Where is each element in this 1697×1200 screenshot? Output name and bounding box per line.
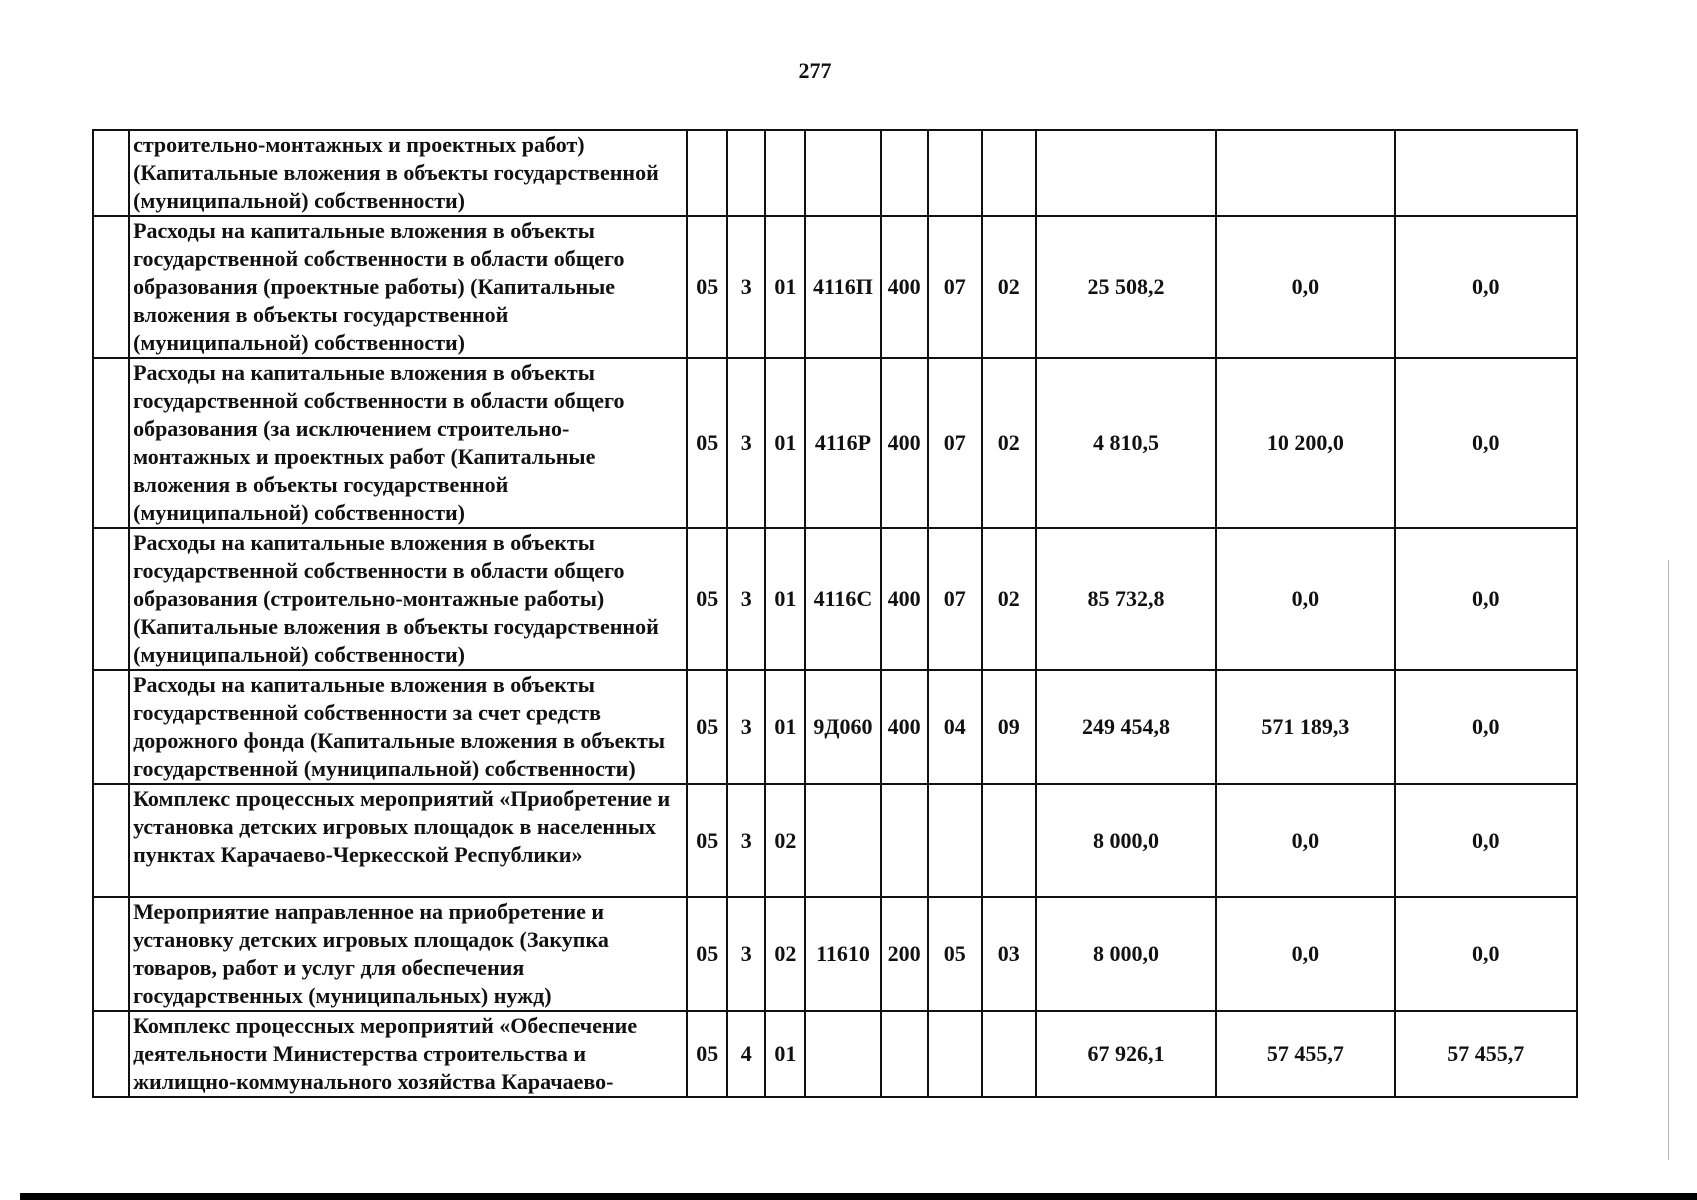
expense-type-code-cell — [881, 130, 928, 216]
section-code-cell: 07 — [928, 358, 982, 528]
page-number: 277 — [798, 58, 832, 83]
subprogram-code-cell: 3 — [727, 358, 765, 528]
amount-year-3-cell: 0,0 — [1395, 784, 1577, 897]
table-row — [93, 784, 1577, 897]
amount-year-3-cell: 0,0 — [1395, 670, 1577, 784]
subprogram-code-cell: 3 — [727, 897, 765, 1011]
expense-type-code-cell: 400 — [881, 358, 928, 528]
program-code-cell: 05 — [687, 1011, 727, 1097]
amount-year-3-cell: 0,0 — [1395, 897, 1577, 1011]
row-number-cell — [93, 897, 129, 1011]
event-code-cell: 02 — [765, 897, 805, 1011]
row-number-cell — [93, 1011, 129, 1097]
amount-year-2-cell: 0,0 — [1216, 784, 1394, 897]
expense-type-code-cell — [881, 1011, 928, 1097]
amount-year-1-cell: 8 000,0 — [1036, 784, 1216, 897]
section-code-cell: 05 — [928, 897, 982, 1011]
program-code-cell — [687, 130, 727, 216]
table-row — [93, 130, 1577, 216]
section-code-cell — [928, 130, 982, 216]
direction-code-cell — [805, 784, 880, 897]
row-number-cell — [93, 670, 129, 784]
subsection-code-cell: 09 — [982, 670, 1036, 784]
section-code-cell: 07 — [928, 216, 982, 358]
expense-type-code-cell: 400 — [881, 528, 928, 670]
expense-type-code-cell: 400 — [881, 670, 928, 784]
subprogram-code-cell: 3 — [727, 528, 765, 670]
event-code-cell: 01 — [765, 216, 805, 358]
expense-type-code-cell — [881, 784, 928, 897]
event-code-cell: 02 — [765, 784, 805, 897]
amount-year-1-cell: 85 732,8 — [1036, 528, 1216, 670]
direction-code-cell: 4116С — [805, 528, 880, 670]
expense-name-cell: Расходы на капитальные вложения в объекты государственной собственности в области общего образования (строительно-монтажные работы) (Капитальные вложения в объекты государственной (муниципальной) собственности) — [129, 528, 687, 670]
scan-bottom-edge — [20, 1193, 1697, 1200]
amount-year-2-cell: 571 189,3 — [1216, 670, 1394, 784]
subprogram-code-cell: 4 — [727, 1011, 765, 1097]
row-number-cell — [93, 358, 129, 528]
direction-code-cell — [805, 1011, 880, 1097]
amount-year-1-cell — [1036, 130, 1216, 216]
subsection-code-cell: 02 — [982, 358, 1036, 528]
program-code-cell: 05 — [687, 670, 727, 784]
table-row — [93, 897, 1577, 1011]
row-number-cell — [93, 528, 129, 670]
amount-year-3-cell: 0,0 — [1395, 528, 1577, 670]
table-row — [93, 358, 1577, 528]
amount-year-1-cell: 249 454,8 — [1036, 670, 1216, 784]
expense-type-code-cell: 200 — [881, 897, 928, 1011]
subprogram-code-cell: 3 — [727, 670, 765, 784]
amount-year-2-cell: 0,0 — [1216, 528, 1394, 670]
amount-year-2-cell: 10 200,0 — [1216, 358, 1394, 528]
amount-year-1-cell: 8 000,0 — [1036, 897, 1216, 1011]
expense-name-cell: Расходы на капитальные вложения в объекты государственной собственности в области общего образования (за исключением строительно-монтажных и проектных работ (Капитальные вложения в объекты государственной (муниципальной) собственности) — [129, 358, 687, 528]
amount-year-1-cell: 67 926,1 — [1036, 1011, 1216, 1097]
scan-margin-line — [1668, 560, 1669, 1160]
event-code-cell: 01 — [765, 528, 805, 670]
event-code-cell: 01 — [765, 670, 805, 784]
subsection-code-cell — [982, 1011, 1036, 1097]
row-number-cell — [93, 216, 129, 358]
program-code-cell: 05 — [687, 216, 727, 358]
table-row — [93, 528, 1577, 670]
amount-year-2-cell: 57 455,7 — [1216, 1011, 1394, 1097]
program-code-cell: 05 — [687, 358, 727, 528]
subprogram-code-cell — [727, 130, 765, 216]
row-number-cell — [93, 130, 129, 216]
amount-year-1-cell: 4 810,5 — [1036, 358, 1216, 528]
expense-name-cell: строительно-монтажных и проектных работ) (Капитальные вложения в объекты государственной (муниципальной) собственности) — [129, 130, 687, 216]
subprogram-code-cell: 3 — [727, 216, 765, 358]
direction-code-cell: 11610 — [805, 897, 880, 1011]
amount-year-1-cell: 25 508,2 — [1036, 216, 1216, 358]
table-row — [93, 1011, 1577, 1097]
subsection-code-cell: 02 — [982, 216, 1036, 358]
program-code-cell: 05 — [687, 897, 727, 1011]
amount-year-3-cell: 57 455,7 — [1395, 1011, 1577, 1097]
amount-year-2-cell — [1216, 130, 1394, 216]
expense-name-cell: Комплекс процессных мероприятий «Обеспечение деятельности Министерства строительства и жилищно-коммунального хозяйства Карачаево- — [129, 1011, 687, 1097]
direction-code-cell: 9Д060 — [805, 670, 880, 784]
expense-name-cell: Комплекс процессных мероприятий «Приобретение и установка детских игровых площадок в населенных пунктах Карачаево-Черкесской Республики» — [129, 784, 687, 897]
subsection-code-cell: 03 — [982, 897, 1036, 1011]
subprogram-code-cell: 3 — [727, 784, 765, 897]
event-code-cell: 01 — [765, 1011, 805, 1097]
subsection-code-cell — [982, 784, 1036, 897]
direction-code-cell: 4116Р — [805, 358, 880, 528]
program-code-cell: 05 — [687, 784, 727, 897]
direction-code-cell — [805, 130, 880, 216]
section-code-cell — [928, 784, 982, 897]
expense-name-cell: Мероприятие направленное на приобретение и установку детских игровых площадок (Закупка товаров, работ и услуг для обеспечения государственных (муниципальных) нужд) — [129, 897, 687, 1011]
amount-year-2-cell: 0,0 — [1216, 897, 1394, 1011]
direction-code-cell: 4116П — [805, 216, 880, 358]
expense-name-cell: Расходы на капитальные вложения в объекты государственной собственности в области общего образования (проектные работы) (Капитальные вложения в объекты государственной (муниципальной) собственности) — [129, 216, 687, 358]
amount-year-3-cell — [1395, 130, 1577, 216]
subsection-code-cell: 02 — [982, 528, 1036, 670]
event-code-cell: 01 — [765, 358, 805, 528]
table-body — [93, 130, 1577, 1097]
event-code-cell — [765, 130, 805, 216]
row-number-cell — [93, 784, 129, 897]
section-code-cell: 07 — [928, 528, 982, 670]
table-row — [93, 670, 1577, 784]
program-code-cell: 05 — [687, 528, 727, 670]
amount-year-2-cell: 0,0 — [1216, 216, 1394, 358]
subsection-code-cell — [982, 130, 1036, 216]
expense-type-code-cell: 400 — [881, 216, 928, 358]
section-code-cell: 04 — [928, 670, 982, 784]
amount-year-3-cell: 0,0 — [1395, 216, 1577, 358]
expense-name-cell: Расходы на капитальные вложения в объекты государственной собственности за счет средств дорожного фонда (Капитальные вложения в объекты государственной (муниципальной) собственности) — [129, 670, 687, 784]
amount-year-3-cell: 0,0 — [1395, 358, 1577, 528]
budget-table — [92, 129, 1578, 1098]
table-row — [93, 216, 1577, 358]
section-code-cell — [928, 1011, 982, 1097]
